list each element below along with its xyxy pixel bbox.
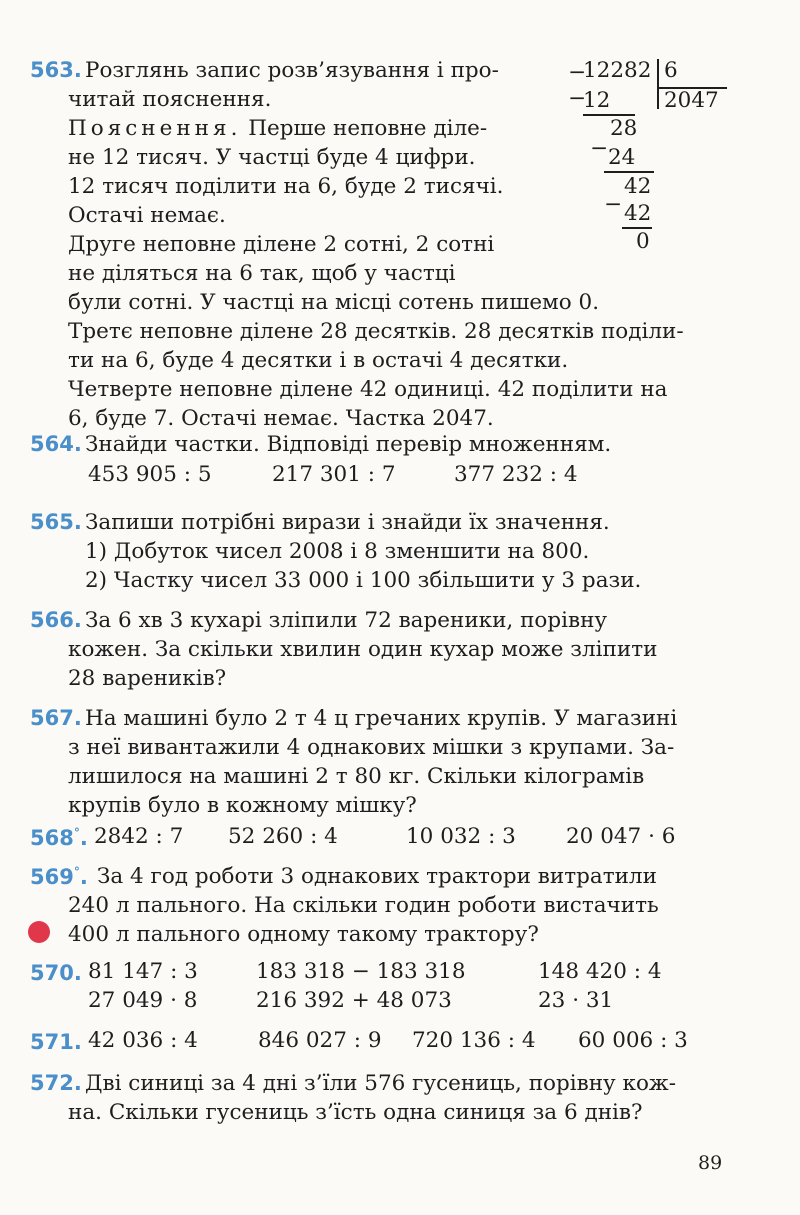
expression-568-3: 10 032 : 3 bbox=[406, 824, 516, 849]
difficulty-dot-icon bbox=[28, 921, 50, 943]
problem-572-line-1: Дві синиці за 4 дні з’їли 576 гусениць, порівну кож- bbox=[85, 1071, 676, 1096]
division-remainder: 0 bbox=[636, 229, 650, 254]
page-number: 89 bbox=[698, 1152, 723, 1174]
problem-number-568: 568°. bbox=[30, 826, 88, 850]
division-minus-2: − bbox=[568, 86, 587, 111]
problem-563-line-10: Третє неповне ділене 28 десятків. 28 десятків поділи- bbox=[68, 319, 684, 344]
problem-563-line-5: 12 тисяч поділити на 6, буде 2 тисячі. bbox=[68, 174, 504, 199]
problem-563-line-12: Четверте неповне ділене 42 одиниці. 42 поділити на bbox=[68, 377, 668, 402]
problem-565-text: Запиши потрібні вирази і знайди їх значення. bbox=[85, 510, 610, 535]
division-divisor: 6 bbox=[664, 58, 678, 83]
division-rule-1 bbox=[583, 114, 635, 116]
expression-564-2: 217 301 : 7 bbox=[272, 462, 396, 487]
problem-number-572: 572. bbox=[30, 1071, 82, 1095]
expression-568-1: 2842 : 7 bbox=[94, 824, 184, 849]
problem-number-570: 570. bbox=[30, 961, 82, 985]
problem-564-text: Знайди частки. Відповіді перевір множенням. bbox=[85, 432, 612, 457]
problem-566-line-2: кожен. За скільки хвилин один кухар може зліпити bbox=[68, 637, 658, 662]
problem-563-line-1: Розглянь запис розв’язування і про- bbox=[85, 58, 499, 83]
expression-568-2: 52 260 : 4 bbox=[228, 824, 338, 849]
expression-570-2: 183 318 − 183 318 bbox=[256, 959, 466, 984]
circle-mark: ° bbox=[73, 865, 80, 879]
problem-565-item-2: 2) Частку чисел 33 000 і 100 збільшити у 3 рази. bbox=[85, 568, 642, 593]
problem-567-line-4: крупів було в кожному мішку? bbox=[68, 793, 417, 818]
problem-563-line-6: Остачі немає. bbox=[68, 203, 226, 228]
problem-563-line-3 bbox=[68, 114, 487, 143]
expression-570-6: 23 · 31 bbox=[538, 988, 614, 1013]
problem-567-line-1: На машині було 2 т 4 ц гречаних крупів. У магазині bbox=[85, 706, 678, 731]
problem-565-item-1: 1) Добуток чисел 2008 і 8 зменшити на 800. bbox=[85, 539, 590, 564]
problem-569-line-1: За 4 год роботи 3 однакових трактори витратили bbox=[97, 864, 657, 889]
expression-570-5: 216 392 + 48 073 bbox=[256, 988, 452, 1013]
problem-number-566: 566. bbox=[30, 608, 82, 632]
division-step-1: 12 bbox=[583, 88, 611, 113]
division-dividend: 12282 bbox=[583, 58, 652, 83]
problem-569-line-2: 240 л пального. На скільки годин роботи вистачить bbox=[68, 893, 659, 918]
explanation-label: Пояснення. bbox=[68, 116, 242, 141]
problem-563-line-4: не 12 тисяч. У частці буде 4 цифри. bbox=[68, 145, 476, 170]
expression-570-3: 148 420 : 4 bbox=[538, 959, 662, 984]
division-step-3: 24 bbox=[608, 145, 636, 170]
division-step-5: 42 bbox=[624, 201, 652, 226]
problem-566-line-1: За 6 хв 3 кухарі зліпили 72 вареники, порівну bbox=[85, 608, 608, 633]
problem-number-571: 571. bbox=[30, 1030, 82, 1054]
circle-mark: ° bbox=[73, 826, 80, 840]
expression-571-3: 720 136 : 4 bbox=[412, 1028, 536, 1053]
problem-566-line-3: 28 вареників? bbox=[68, 666, 227, 691]
expression-568-4: 20 047 · 6 bbox=[566, 824, 676, 849]
problem-563-line-11: ти на 6, буде 4 десятки і в остачі 4 десятки. bbox=[68, 348, 569, 373]
division-rule-3 bbox=[622, 227, 652, 229]
problem-567-line-2: з неї вивантажили 4 однакових мішки з крупами. За- bbox=[68, 735, 675, 760]
problem-563-line-13: 6, буде 7. Остачі немає. Частка 2047. bbox=[68, 406, 494, 431]
expression-570-1: 81 147 : 3 bbox=[88, 959, 198, 984]
problem-563-line-2: читай пояснення. bbox=[68, 87, 272, 112]
expression-571-4: 60 006 : 3 bbox=[578, 1028, 688, 1053]
problem-number-569: 569°. bbox=[30, 865, 88, 889]
division-minus-4: − bbox=[604, 192, 623, 217]
division-quotient-bar bbox=[657, 87, 727, 89]
problem-number-563: 563. bbox=[30, 58, 82, 82]
problem-569-line-3: 400 л пального одному такому трактору? bbox=[68, 922, 539, 947]
problem-number-565: 565. bbox=[30, 510, 82, 534]
expression-571-1: 42 036 : 4 bbox=[88, 1028, 198, 1053]
division-quotient: 2047 bbox=[664, 88, 719, 113]
problem-563-line-7: Друге неповне ділене 2 сотні, 2 сотні bbox=[68, 232, 495, 257]
division-minus-3: − bbox=[590, 136, 609, 161]
problem-563-line-9: були сотні. У частці на місці сотень пишемо 0. bbox=[68, 290, 600, 315]
division-step-2: 28 bbox=[610, 116, 638, 141]
problem-number-567: 567. bbox=[30, 706, 82, 730]
expression-571-2: 846 027 : 9 bbox=[258, 1028, 382, 1053]
expression-564-1: 453 905 : 5 bbox=[88, 462, 212, 487]
division-step-4: 42 bbox=[624, 174, 652, 199]
expression-564-3: 377 232 : 4 bbox=[454, 462, 578, 487]
division-rule-2 bbox=[604, 171, 654, 173]
explanation-text: Перше неповне діле- bbox=[241, 116, 488, 141]
problem-567-line-3: лишилося на машині 2 т 80 кг. Скільки кілограмів bbox=[68, 764, 645, 789]
division-minus-1: − bbox=[568, 60, 587, 85]
problem-number-564: 564. bbox=[30, 432, 82, 456]
expression-570-4: 27 049 · 8 bbox=[88, 988, 198, 1013]
division-vertical-bar bbox=[657, 59, 659, 109]
problem-563-line-8: не діляться на 6 так, щоб у частці bbox=[68, 261, 456, 286]
problem-572-line-2: на. Скільки гусениць з’їсть одна синиця за 6 днів? bbox=[68, 1100, 643, 1125]
